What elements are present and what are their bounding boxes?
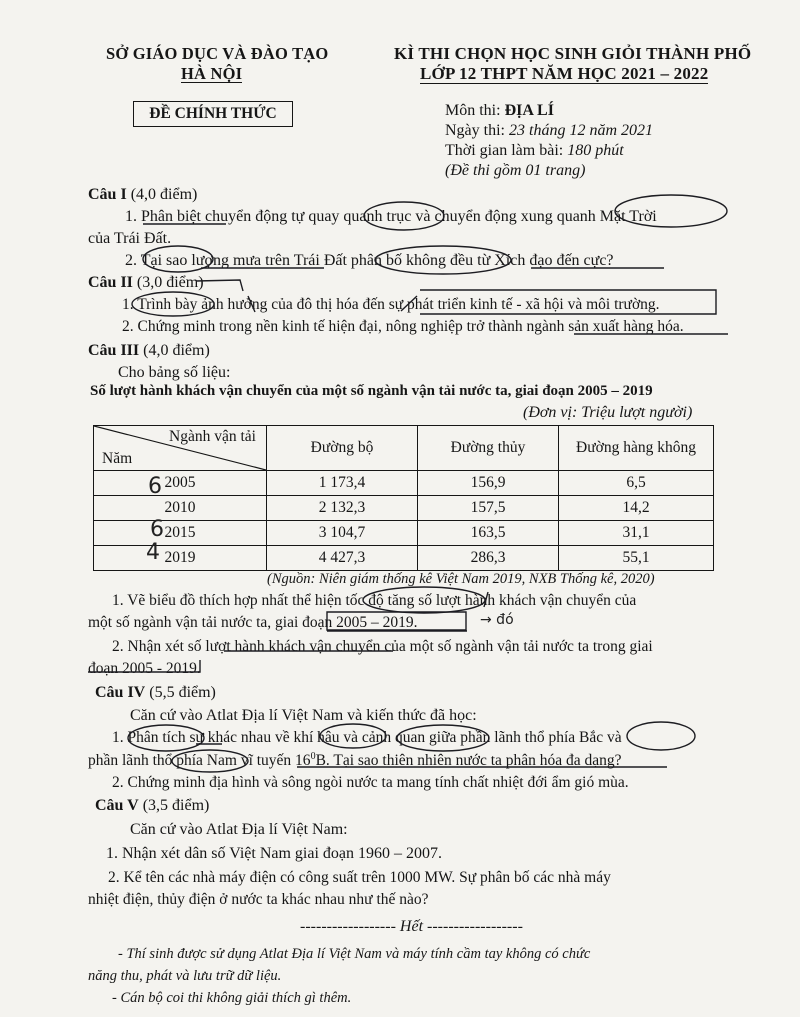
question-3-title: Câu III <box>88 342 140 359</box>
footer-note-1-line-2: năng thu, phát và lưu trữ dữ liệu. <box>88 968 282 984</box>
column-header: Đường thủy <box>418 426 559 471</box>
handwritten-mark: 6 <box>148 474 162 499</box>
column-header: Đường hàng không <box>559 426 714 471</box>
year-cell: 2005 <box>94 471 267 496</box>
question-5-intro: Căn cứ vào Atlat Địa lí Việt Nam: <box>130 821 348 838</box>
value-cell: 156,9 <box>418 471 559 496</box>
value-cell: 14,2 <box>559 496 714 521</box>
question-1-item-2: 2. Tại sao lượng mưa trên Trái Đất phân bố không đều từ Xích đạo đến cực? <box>125 252 614 269</box>
subject-line <box>445 102 554 120</box>
pages-note: (Đề thi gồm 01 trang) <box>445 162 586 179</box>
time-line <box>445 142 624 160</box>
question-2-item-1: 1. Trình bày ảnh hưởng của đô thị hóa đến sự phát triển kinh tế - xã hội và môi trường. <box>122 296 660 313</box>
question-3-item-2-line-2: đoạn 2005 - 2019. <box>88 660 201 677</box>
handwritten-note: → đó <box>480 612 514 628</box>
table-row <box>94 546 714 571</box>
question-5-heading <box>95 797 209 815</box>
value-cell: 31,1 <box>559 521 714 546</box>
question-5-points: (3,5 điểm) <box>142 797 210 814</box>
table-row <box>94 521 714 546</box>
end-marker: ------------------ Hết ------------------ <box>300 918 523 935</box>
corner-top-label: Ngành vận tải <box>169 428 256 445</box>
table-header-row <box>94 426 714 471</box>
official-exam-box: ĐỀ CHÍNH THỨC <box>133 101 293 127</box>
value-cell: 157,5 <box>418 496 559 521</box>
value-cell: 6,5 <box>559 471 714 496</box>
question-4-points: (5,5 điểm) <box>149 684 216 701</box>
question-4-item-1-line-1: 1. Phân tích sự khác nhau về khí hậu và cảnh quan giữa phần lãnh thổ phía Bắc và <box>112 729 622 746</box>
footer-note-1-line-1: - Thí sinh được sử dụng Atlat Địa lí Việt Nam và máy tính cầm tay không có chức <box>118 946 591 962</box>
question-1-points: (4,0 điểm) <box>130 186 198 203</box>
table-row <box>94 496 714 521</box>
time-label: Thời gian làm bài: <box>445 142 564 159</box>
latitude-text-rest: B. Tại sao thiên nhiên nước ta phân hóa đa dạng? <box>315 752 622 770</box>
date-value: 23 tháng 12 năm 2021 <box>509 122 653 139</box>
question-2-points: (3,0 điểm) <box>136 274 204 291</box>
column-header: Đường bộ <box>267 426 418 471</box>
question-3-item-1-line-1: 1. Vẽ biểu đồ thích hợp nhất thể hiện tốc độ tăng số lượt hành khách vận chuyển của <box>112 592 637 609</box>
question-4-heading <box>95 684 216 702</box>
question-2-heading <box>88 274 204 292</box>
subject-value: ĐỊA LÍ <box>504 102 554 119</box>
footer-note-2: - Cán bộ coi thi không giải thích gì thêm. <box>112 990 352 1006</box>
table-corner-cell <box>94 426 267 471</box>
corner-bottom-label: Năm <box>102 450 133 467</box>
question-3-heading <box>88 342 210 360</box>
question-1-item-1-line-2: của Trái Đất. <box>88 230 172 247</box>
question-3-item-2-line-1: 2. Nhận xét số lượt hành khách vận chuyển của một số ngành vận tải nước ta trong giai <box>112 638 653 655</box>
table-row <box>94 471 714 496</box>
exam-title: KÌ THI CHỌN HỌC SINH GIỎI THÀNH PHỐ <box>394 44 752 63</box>
date-label: Ngày thi: <box>445 122 505 139</box>
question-5-title: Câu V <box>95 797 139 814</box>
department-city-text: HÀ NỘI <box>181 64 243 83</box>
question-4-intro: Căn cứ vào Atlat Địa lí Việt Nam và kiến thức đã học: <box>130 707 477 724</box>
question-4-item-1-line-2 <box>88 751 622 770</box>
question-1-heading <box>88 186 197 204</box>
question-2-item-2: 2. Chứng minh trong nền kinh tế hiện đại, nông nghiệp trở thành ngành sản xuất hàng hóa. <box>122 318 684 335</box>
degree-superscript: 0 <box>310 751 316 762</box>
value-cell: 163,5 <box>418 521 559 546</box>
question-4-title: Câu IV <box>95 684 146 701</box>
question-5-item-2-line-2: nhiệt điện, thủy điện ở nước ta khác nhau như thế nào? <box>88 891 429 908</box>
latitude-text: phần lãnh thổ phía Nam vĩ tuyến 16 <box>88 752 311 770</box>
question-3-intro: Cho bảng số liệu: <box>118 364 231 381</box>
value-cell: 55,1 <box>559 546 714 571</box>
exam-subtitle-text: LỚP 12 THPT NĂM HỌC 2021 – 2022 <box>420 64 709 83</box>
time-value: 180 phút <box>567 142 624 159</box>
year-cell: 2019 <box>94 546 267 571</box>
question-5-item-1: 1. Nhận xét dân số Việt Nam giai đoạn 1960 – 2007. <box>106 845 443 862</box>
exam-subtitle <box>420 64 708 84</box>
question-1-title: Câu I <box>88 186 127 203</box>
year-cell: 2010 <box>94 496 267 521</box>
value-cell: 2 132,3 <box>267 496 418 521</box>
table-unit: (Đơn vị: Triệu lượt người) <box>523 404 693 421</box>
value-cell: 286,3 <box>418 546 559 571</box>
handwritten-mark: 4 <box>146 540 160 565</box>
passenger-table <box>93 425 714 571</box>
department-name: SỞ GIÁO DỤC VÀ ĐÀO TẠO <box>106 44 329 63</box>
subject-label: Môn thi: <box>445 102 501 119</box>
year-cell: 2015 <box>94 521 267 546</box>
question-2-title: Câu II <box>88 274 133 291</box>
question-1-item-1-line-1: 1. Phân biệt chuyển động tự quay quanh trục và chuyển động xung quanh Mặt Trời <box>125 208 657 225</box>
question-5-item-2-line-1: 2. Kể tên các nhà máy điện có công suất trên 1000 MW. Sự phân bố các nhà máy <box>108 869 611 886</box>
question-3-item-1-line-2: một số ngành vận tải nước ta, giai đoạn 2005 – 2019. <box>88 614 418 631</box>
table-title: Số lượt hành khách vận chuyển của một số ngành vận tải nước ta, giai đoạn 2005 – 2019 <box>90 383 653 399</box>
value-cell: 4 427,3 <box>267 546 418 571</box>
date-line <box>445 122 653 140</box>
table-source: (Nguồn: Niên giám thống kê Việt Nam 2019, NXB Thống kê, 2020) <box>267 571 655 587</box>
question-4-item-2: 2. Chứng minh địa hình và sông ngòi nước ta mang tính chất nhiệt đới ẩm gió mùa. <box>112 774 629 791</box>
question-3-points: (4,0 điểm) <box>143 342 210 359</box>
handwritten-mark: 6 <box>150 517 164 542</box>
department-city <box>181 64 242 84</box>
value-cell: 1 173,4 <box>267 471 418 496</box>
value-cell: 3 104,7 <box>267 521 418 546</box>
